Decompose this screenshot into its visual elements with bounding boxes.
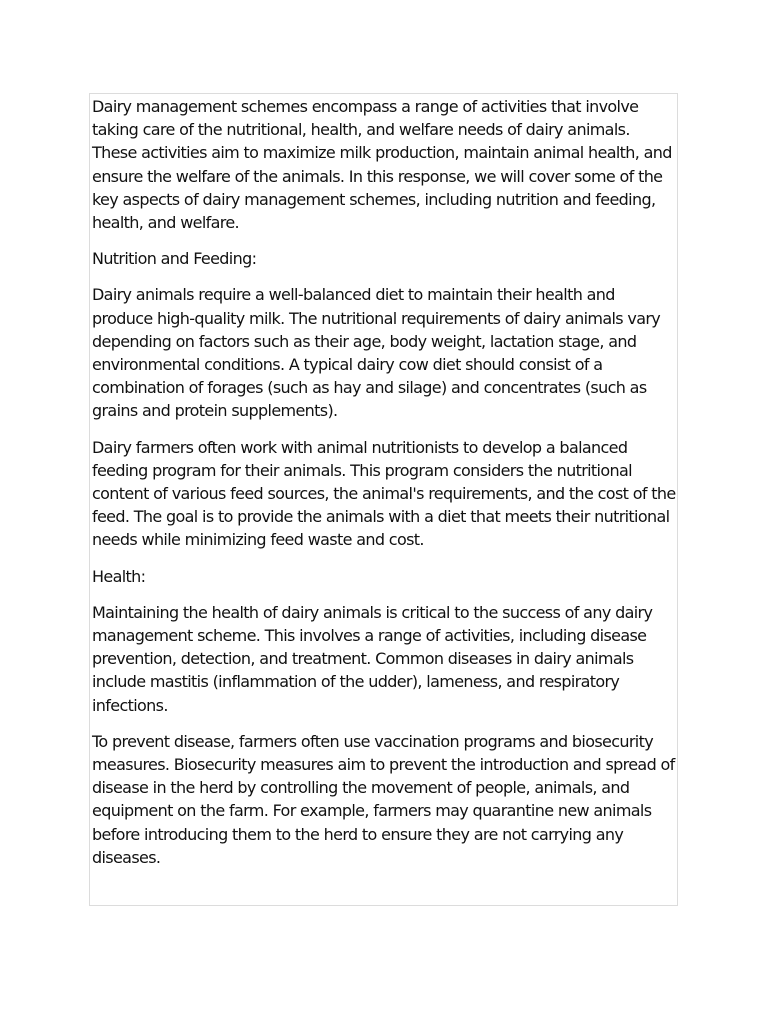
nutrition-paragraph-2: Dairy farmers often work with animal nutritionists to develop a balanced feeding program for their animals. This program considers the nutritional content of various feed sources, the animal's requirements, and the cost of the feed. The goal is to provide the animals with a diet that meets their nutritional needs while minimizing feed waste and cost. xyxy=(92,437,676,550)
health-paragraph-2: To prevent disease, farmers often use vaccination programs and biosecurity measures. Biosecurity measures aim to prevent the introduction and spread of disease in the herd by controlling the movement of people, animals, and equipment on the farm. For example, farmers may quarantine new animals before introducing them to the herd to ensure they are not carrying any diseases. xyxy=(92,731,675,867)
intro-paragraph: Dairy management schemes encompass a range of activities that involve taking care of the nutritional, health, and welfare needs of dairy animals. These activities aim to maximize milk production, maintain animal health, and ensure the welfare of the animals. In this response, we will cover some of the key aspects of dairy management schemes, including nutrition and feeding, health, and welfare. xyxy=(92,97,672,233)
document-page xyxy=(89,93,678,906)
nutrition-paragraph-1: Dairy animals require a well-balanced diet to maintain their health and produce high-quality milk. The nutritional requirements of dairy animals vary depending on factors such as their age, body weight, lactation stage, and environmental conditions. A typical dairy cow diet should consist of a combination of forages (such as hay and silage) and concentrates (such as grains and protein supplements). xyxy=(92,285,661,421)
nutrition-heading: Nutrition and Feeding: xyxy=(92,249,257,269)
health-paragraph-1: Maintaining the health of dairy animals is critical to the success of any dairy management scheme. This involves a range of activities, including disease prevention, detection, and treatment. Common diseases in dairy animals include mastitis (inflammation of the udder), lameness, and respiratory infections. xyxy=(92,602,653,715)
health-heading: Health: xyxy=(92,566,146,586)
